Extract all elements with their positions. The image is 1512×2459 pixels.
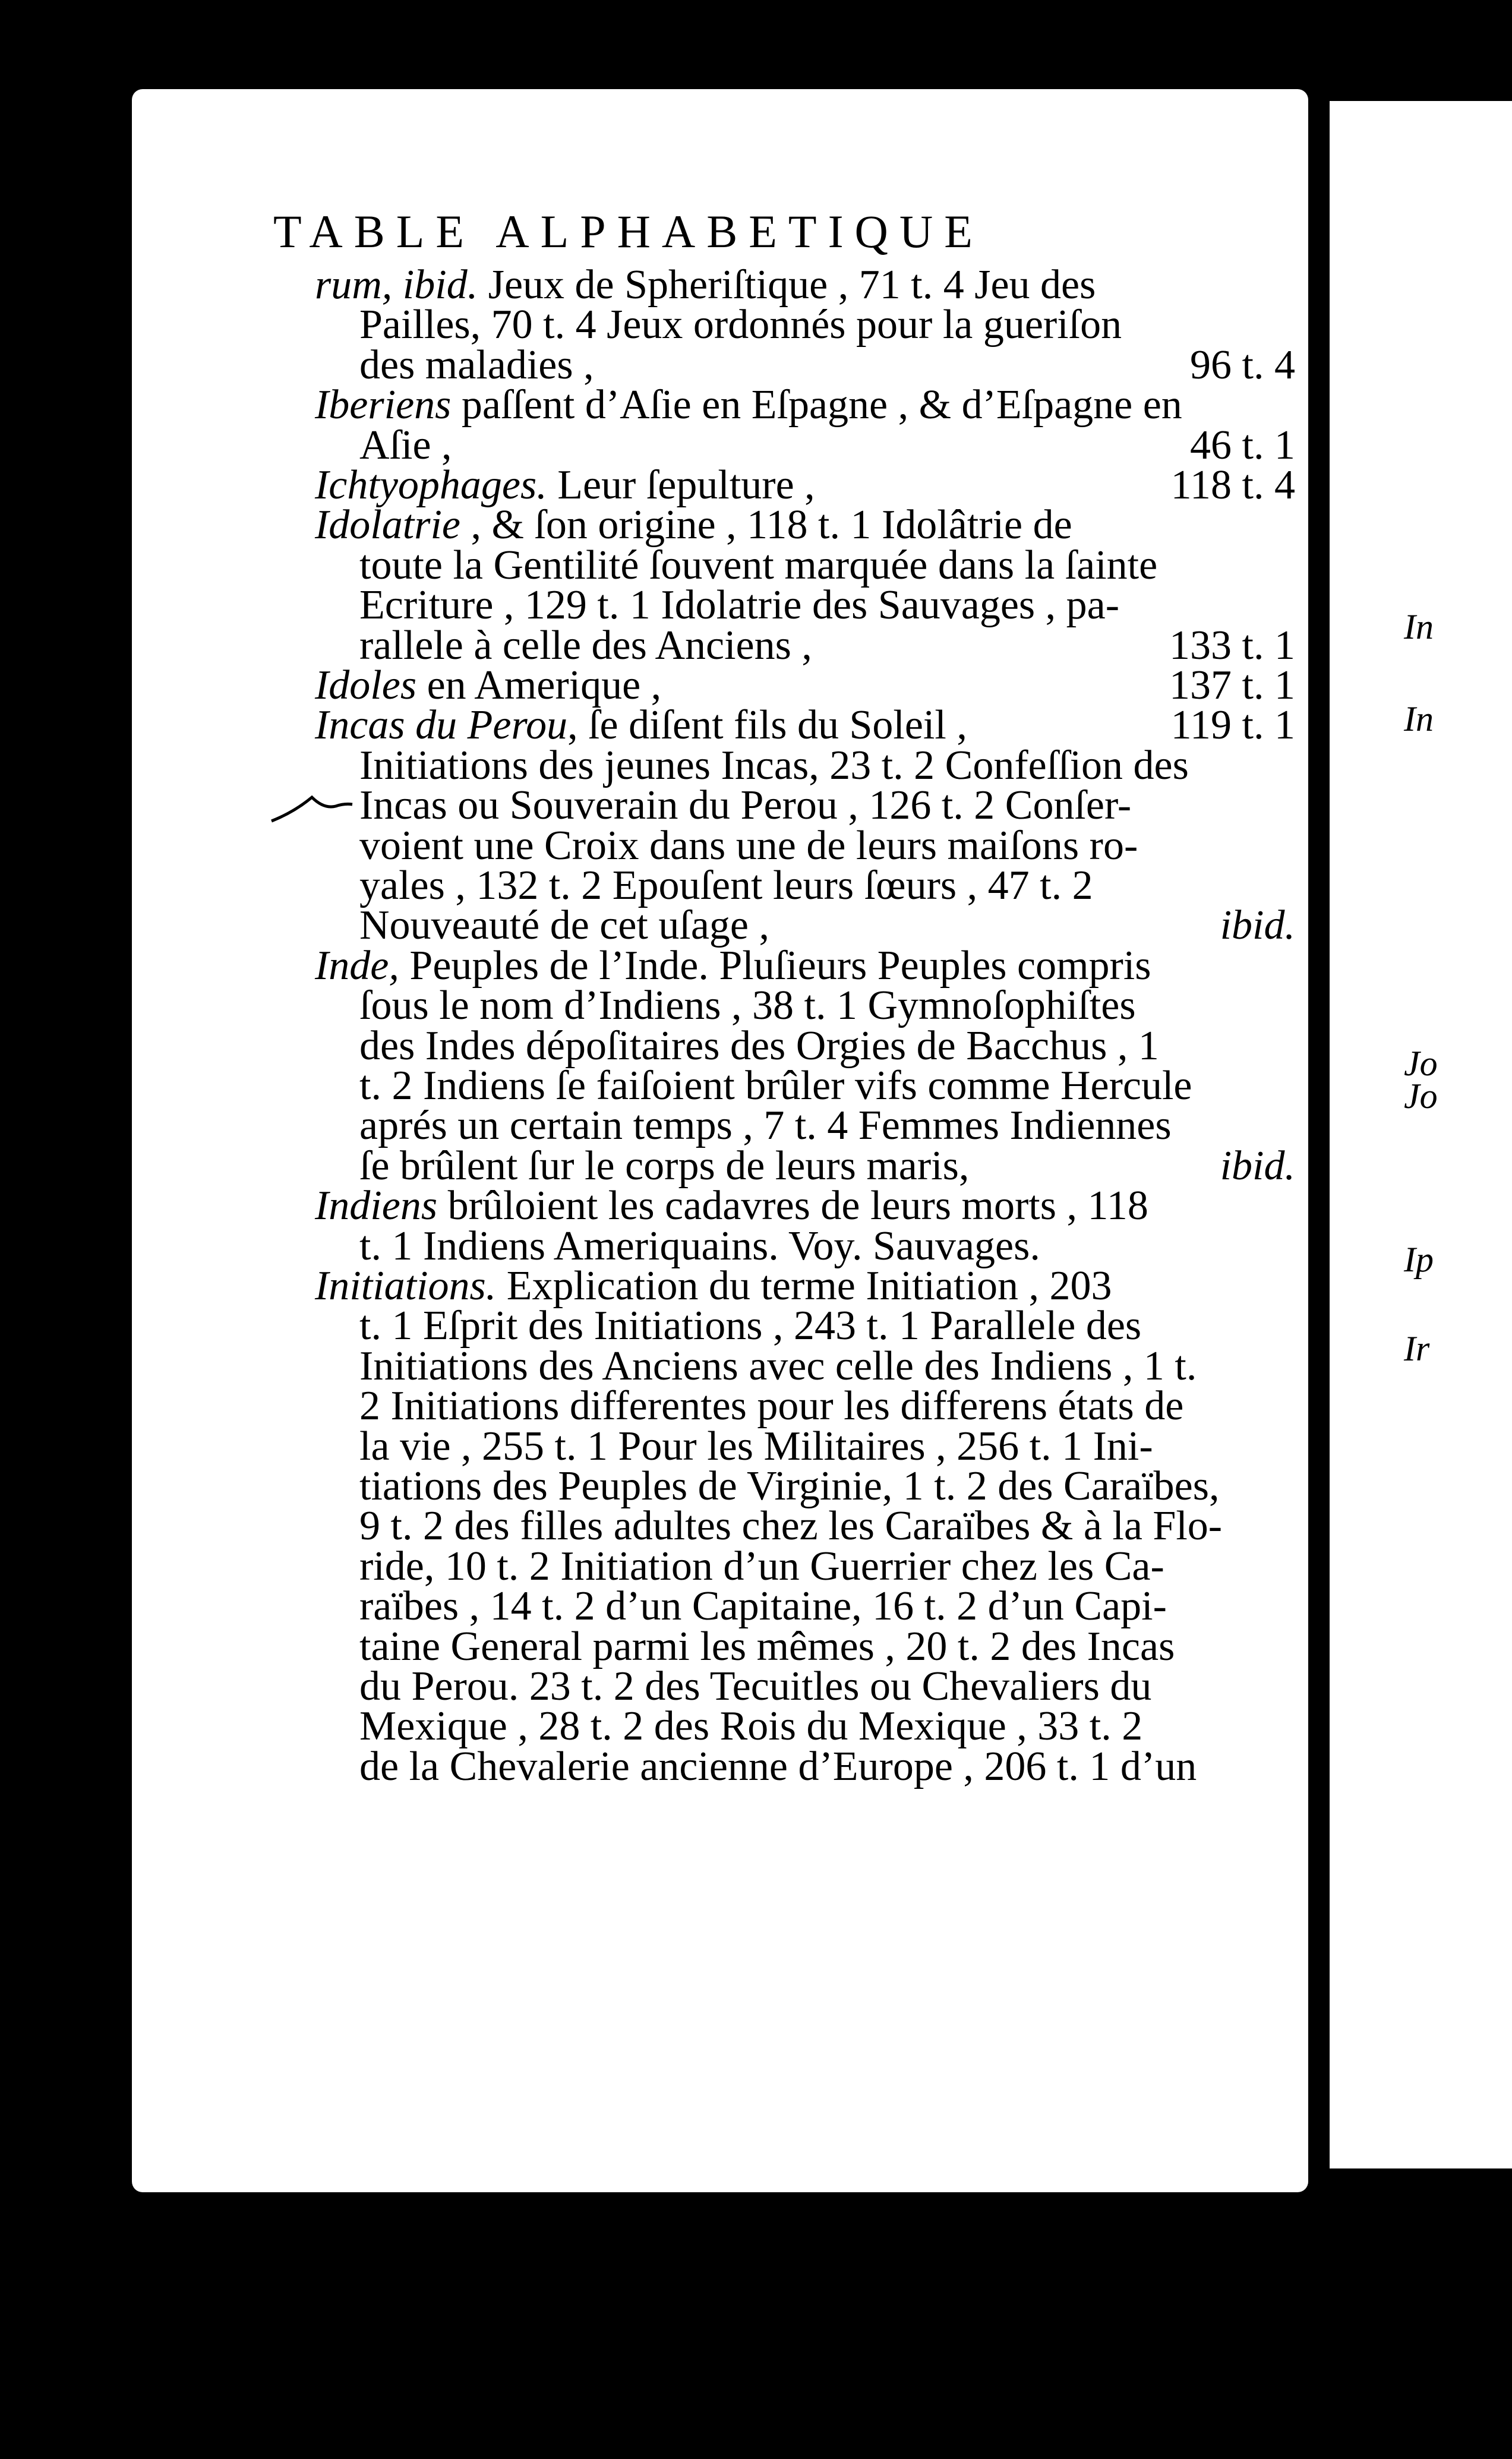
entry-text: Jeux de Spheriſtique , 71 t. 4 Jeu des [478, 262, 1096, 308]
entry-text: ride, 10 t. 2 Initiation d’un Guerrier chez les Ca- [359, 1543, 1164, 1589]
entry-text: du Perou. 23 t. 2 des Tecuitles ou Chevaliers du [359, 1663, 1152, 1709]
entry-reference: 119 t. 1 [1170, 702, 1295, 749]
entry-headword: Inde, [315, 942, 399, 989]
entry-text: Aſie , [359, 422, 452, 468]
page-title: TABLE ALPHABETIQUE [273, 206, 984, 257]
entry-text: Initiations des jeunes Incas, 23 t. 2 Confeſſion des [359, 742, 1189, 788]
handwritten-pointer-mark [270, 791, 353, 827]
entry-text: ſous le nom d’Indiens , 38 t. 1 Gymnoſophiſtes [359, 983, 1136, 1029]
entry-text: ſe brûlent ſur le corps de leurs maris, [359, 1142, 970, 1189]
entry-reference: 118 t. 4 [1170, 462, 1295, 508]
entry-text: , & ſon origine , 118 t. 1 Idolâtrie de [460, 502, 1072, 548]
entry-text: 2 Initiations differentes pour les differens états de [359, 1383, 1184, 1429]
entry-text: t. 1 Indiens Ameriquains. Voy. Sauvages. [359, 1223, 1040, 1269]
adjacent-page-fragment: Jo [1404, 1044, 1438, 1083]
entry-headword: Idolatrie [315, 502, 460, 548]
entry-text: en Amerique , [416, 662, 662, 708]
entry-text: taine General parmi les mêmes , 20 t. 2 des Incas [359, 1623, 1175, 1669]
index-entry-line [359, 1743, 1295, 1791]
entry-text: t. 2 Indiens ſe faiſoient brûler vifs comme Hercule [359, 1063, 1192, 1109]
entry-text: Mexique , 28 t. 2 des Rois du Mexique , 33 t. 2 [359, 1703, 1143, 1750]
entry-headword: Indiens [315, 1183, 438, 1229]
adjacent-page-edge [1330, 101, 1512, 2168]
entry-text: Nouveauté de cet uſage , [359, 902, 769, 949]
adjacent-page-fragment: In [1404, 607, 1434, 646]
entry-text: de la Chevalerie ancienne d’Europe , 206 t. 1 d’un [359, 1743, 1197, 1789]
entry-headword: Iberiens [315, 382, 452, 428]
entry-reference: ibid. [1220, 1142, 1295, 1189]
entry-headword: Incas du Perou [315, 702, 568, 749]
adjacent-page-fragment: Ir [1404, 1329, 1430, 1368]
entry-headword: Ichtyophages. [315, 462, 547, 508]
entry-text: la vie , 255 t. 1 Pour les Militaires , 256 t. 1 Ini- [359, 1423, 1153, 1469]
entry-text: Initiations des Anciens avec celle des Indiens , 1 t. [359, 1343, 1197, 1389]
entry-text: tiations des Peuples de Virginie, 1 t. 2 des Caraïbes, [359, 1463, 1220, 1509]
entry-text: Leur ſepulture , [547, 462, 815, 508]
entry-text: Ecriture , 129 t. 1 Idolatrie des Sauvages , pa- [359, 582, 1120, 629]
entry-reference: 96 t. 4 [1190, 342, 1295, 388]
entry-text: Explication du terme Initiation , 203 [496, 1263, 1112, 1309]
entry-text: des Indes dépoſitaires des Orgies de Bacchus , 1 [359, 1022, 1159, 1069]
entry-text: rallele à celle des Anciens , [359, 622, 812, 668]
entry-reference: 137 t. 1 [1169, 662, 1295, 708]
entry-text: yales , 132 t. 2 Epouſent leurs ſœurs , 47 t. 2 [359, 863, 1093, 908]
entry-headword: Initiations. [315, 1263, 497, 1309]
entry-text: , ſe diſent fils du Soleil , [567, 702, 967, 749]
entry-headword: rum, ibid. [315, 262, 478, 308]
entry-text: voient une Croix dans une de leurs maiſons ro- [359, 822, 1138, 869]
entry-text: Peuples de l’Inde. Pluſieurs Peuples compris [399, 942, 1151, 989]
adjacent-page-fragment: Ip [1404, 1240, 1434, 1279]
adjacent-page-fragment: In [1404, 699, 1434, 738]
entry-reference: 46 t. 1 [1190, 422, 1295, 468]
entry-reference: ibid. [1220, 902, 1295, 949]
entry-text: raïbes , 14 t. 2 d’un Capitaine, 16 t. 2 d’un Capi- [359, 1583, 1167, 1630]
entry-text: paſſent d’Aſie en Eſpagne , & d’Eſpagne en [451, 382, 1182, 428]
entry-text: t. 1 Eſprit des Initiations , 243 t. 1 Parallele des [359, 1303, 1142, 1349]
entry-text: Pailles, 70 t. 4 Jeux ordonnés pour la gueriſon [359, 302, 1122, 348]
entry-text: brûloient les cadavres de leurs morts , 118 [437, 1183, 1148, 1229]
adjacent-page-fragment: Jo [1404, 1077, 1438, 1116]
entry-headword: Idoles [315, 662, 417, 708]
entry-text: aprés un certain temps , 7 t. 4 Femmes Indiennes [359, 1103, 1172, 1149]
entry-text: toute la Gentilité ſouvent marquée dans la ſainte [359, 542, 1158, 588]
entry-reference: 133 t. 1 [1169, 622, 1295, 668]
entry-text: Incas ou Souverain du Perou , 126 t. 2 Conſer- [359, 782, 1132, 829]
entry-text: des maladies , [359, 342, 594, 388]
entry-text: 9 t. 2 des filles adultes chez les Caraïbes & à la Flo- [359, 1503, 1223, 1549]
